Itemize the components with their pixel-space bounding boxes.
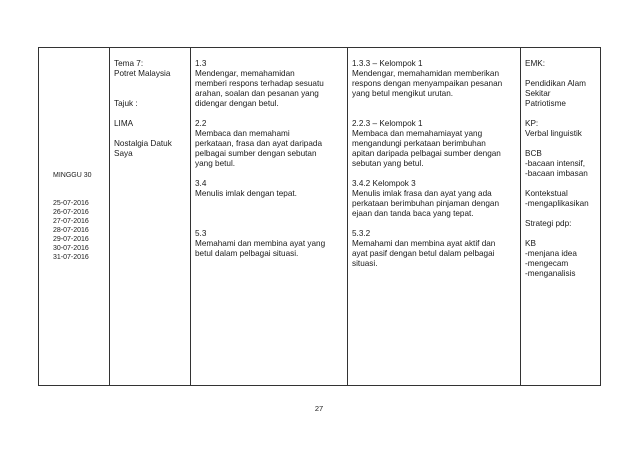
week-label: MINGGU 30 — [53, 172, 92, 179]
standard-line: memberi respons terhadap sesuatu — [195, 79, 324, 88]
date-2: 26-07-2016 — [53, 209, 89, 216]
tema-value: Potret Malaysia — [114, 69, 171, 78]
standard-code: 1.3 — [195, 59, 207, 68]
objective-line: Menulis imlak frasa dan ayat yang ada — [352, 189, 492, 198]
objective-line: situasi. — [352, 259, 378, 268]
date-1: 25-07-2016 — [53, 200, 89, 207]
standard-line: Memahami dan membina ayat yang — [195, 239, 326, 248]
standards-cell — [191, 48, 348, 386]
kp-item: Verbal linguistik — [525, 129, 582, 138]
objective-line: respons dengan menyampaikan pesanan — [352, 79, 503, 88]
subject: LIMA — [114, 119, 134, 128]
emk-item: Pendidikan Alam — [525, 79, 586, 88]
title-line-1: Nostalgia Datuk — [114, 139, 172, 148]
standard-line: Membaca dan memahami — [195, 129, 290, 138]
bcb-label: BCB — [525, 149, 542, 158]
objective-line: Memahami dan membina ayat aktif dan — [352, 239, 496, 248]
objective-line: ejaan dan tanda baca yang tepat. — [352, 209, 474, 218]
objectives-cell — [348, 48, 521, 386]
objective-code: 2.2.3 – Kelompok 1 — [352, 119, 423, 128]
emk-label: EMK: — [525, 59, 546, 68]
kb-label: KB — [525, 239, 536, 248]
standard-line: pelbagai sumber dengan sebutan — [195, 149, 317, 158]
week-cell — [39, 48, 110, 386]
notes-cell — [521, 48, 601, 386]
kb-item: -menjana idea — [525, 249, 577, 258]
objective-line: Membaca dan memahamiayat yang — [352, 129, 483, 138]
date-7: 31-07-2016 — [53, 254, 89, 261]
objective-code: 3.4.2 Kelompok 3 — [352, 179, 416, 188]
kontekstual-label: Kontekstual — [525, 189, 568, 198]
kb-item: -mengecam — [525, 259, 569, 268]
emk-item: Patriotisme — [525, 99, 566, 108]
objective-code: 5.3.2 — [352, 229, 371, 238]
objective-line: yang betul mengikut urutan. — [352, 89, 454, 98]
kb-item: -menganalisis — [525, 269, 576, 278]
objective-line: Mendengar, memahamidan memberikan — [352, 69, 499, 78]
tema-label: Tema 7: — [114, 59, 144, 68]
standard-line: Mendengar, memahamidan — [195, 69, 295, 78]
standard-line: yang betul. — [195, 159, 236, 168]
objective-line: perkataan berimbuhan pinjaman dengan — [352, 199, 500, 208]
objective-line: apitan daripada pelbagai sumber dengan — [352, 149, 501, 158]
objective-line: sebutan yang betul. — [352, 159, 424, 168]
strategi-label: Strategi pdp: — [525, 219, 572, 228]
standard-code: 2.2 — [195, 119, 207, 128]
objective-line: mengandungi perkataan berimbuhan — [352, 139, 486, 148]
date-6: 30-07-2016 — [53, 245, 89, 252]
standard-line: didengar dengan betul. — [195, 99, 279, 108]
standard-line: arahan, soalan dan pesanan yang — [195, 89, 319, 98]
standard-line: Menulis imlak dengan tepat. — [195, 189, 297, 198]
standard-code: 5.3 — [195, 229, 207, 238]
objective-code: 1.3.3 – Kelompok 1 — [352, 59, 423, 68]
kp-label: KP: — [525, 119, 539, 128]
bcb-item: -bacaan intensif, — [525, 159, 586, 168]
standard-code: 3.4 — [195, 179, 207, 188]
standard-line: perkataan, frasa dan ayat daripada — [195, 139, 322, 148]
objective-line: ayat pasif dengan betul dalam pelbagai — [352, 249, 495, 258]
title-line-2: Saya — [114, 149, 133, 158]
lesson-plan-table — [38, 47, 601, 386]
bcb-item: -bacaan imbasan — [525, 169, 588, 178]
tajuk-label: Tajuk : — [114, 99, 138, 108]
standard-line: betul dalam pelbagai situasi. — [195, 249, 299, 258]
kontekstual-item: -mengaplikasikan — [525, 199, 589, 208]
date-5: 29-07-2016 — [53, 236, 89, 243]
date-4: 28-07-2016 — [53, 227, 89, 234]
date-3: 27-07-2016 — [53, 218, 89, 225]
page-number: 27 — [314, 404, 324, 413]
emk-item: Sekitar — [525, 89, 551, 98]
theme-cell — [110, 48, 191, 386]
table-row — [39, 48, 601, 386]
